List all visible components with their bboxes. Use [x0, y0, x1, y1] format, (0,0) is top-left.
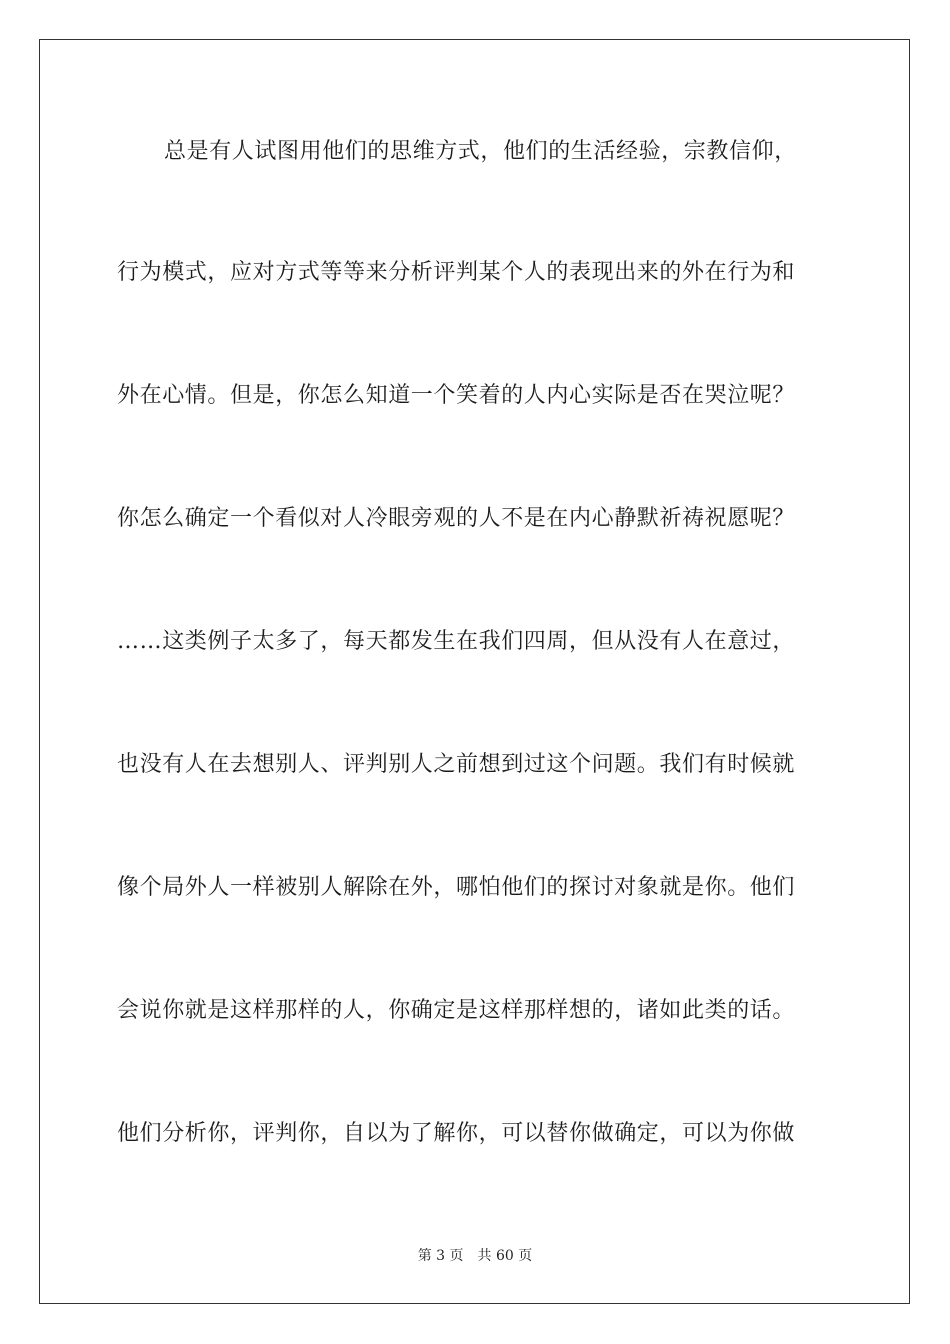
text-line: ……这类例子太多了，每天都发生在我们四周，但从没有人在意过，: [117, 629, 796, 654]
text-line: 也没有人在去想别人、评判别人之前想到过这个问题。我们有时候就: [117, 752, 796, 777]
page-number: 第 3 页: [417, 1248, 464, 1264]
text-line: 总是有人试图用他们的思维方式，他们的生活经验，宗教信仰，: [164, 139, 797, 164]
page-footer: [0, 1246, 950, 1266]
text-line: 会说你就是这样那样的人，你确定是这样那样想的，诸如此类的话。: [117, 998, 796, 1023]
text-line: 你怎么确定一个看似对人冷眼旁观的人不是在内心静默祈祷祝愿呢？: [117, 506, 796, 531]
text-line: 像个局外人一样被别人解除在外，哪怕他们的探讨对象就是你。他们: [117, 875, 796, 900]
total-pages: 共 60 页: [477, 1248, 533, 1264]
text-line: 他们分析你，评判你，自以为了解你，可以替你做确定，可以为你做: [117, 1121, 796, 1146]
text-line: 行为模式，应对方式等等来分析评判某个人的表现出来的外在行为和: [117, 260, 796, 285]
page-border: [39, 39, 910, 1304]
text-line: 外在心情。但是，你怎么知道一个笑着的人内心实际是否在哭泣呢？: [117, 383, 796, 408]
